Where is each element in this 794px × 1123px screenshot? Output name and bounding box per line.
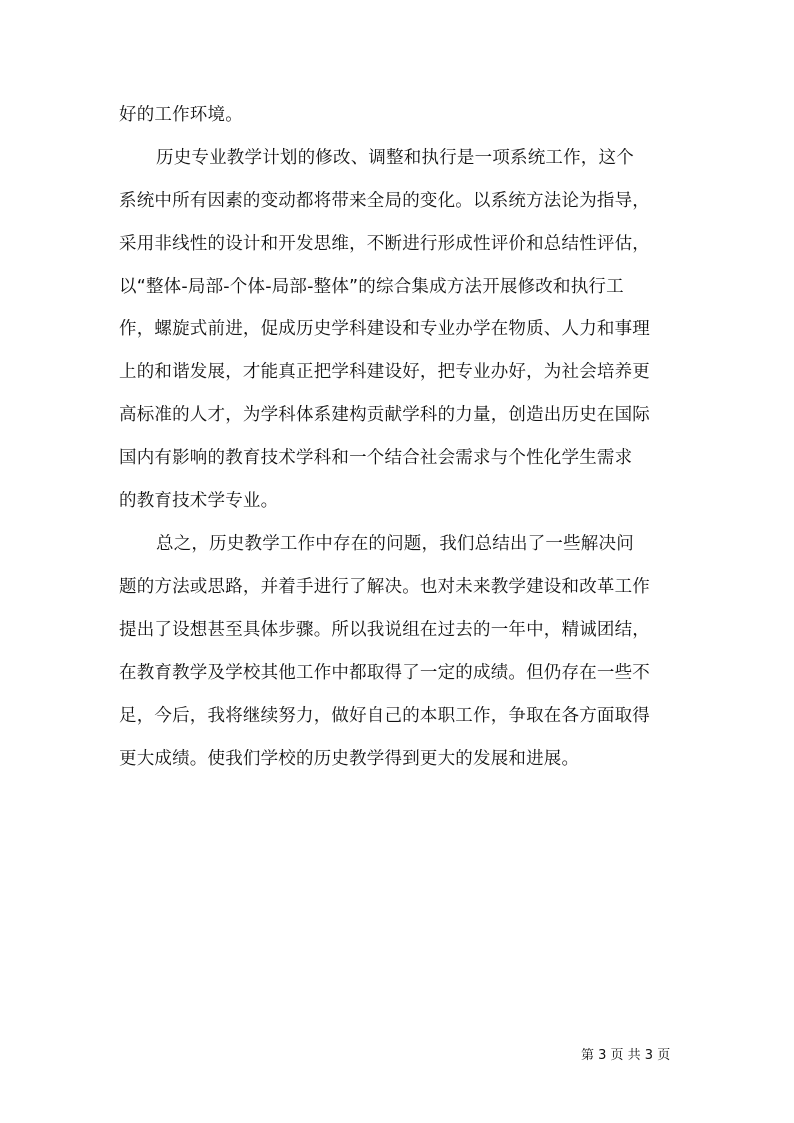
paragraph-2-line-4: 以“整体-局部-个体-局部-整体”的综合集成方法开展修改和执行工 [119,277,624,297]
paragraph-3-line-4: 在教育教学及学校其他工作中都取得了一定的成绩。但仍存在一些不 [119,663,650,683]
paragraph-2-line-6: 上的和谐发展，才能真正把学科建设好，把专业办好，为社会培养更 [119,362,650,382]
paragraph-3-line-5: 足，今后，我将继续努力，做好自己的本职工作，争取在各方面取得 [119,706,650,726]
paragraph-2-line-8: 国内有影响的教育技术学科和一个结合社会需求与个性化学生需求 [119,448,633,468]
paragraph-2-line-7: 高标准的人才，为学科体系建构贡献学科的力量，创造出历史在国际 [119,405,650,425]
paragraph-3-line-2: 题的方法或思路，并着手进行了解决。也对未来教学建设和改革工作 [119,577,650,597]
paragraph-3-line-6: 更大成绩。使我们学校的历史教学得到更大的发展和进展。 [119,749,580,769]
paragraph-3-line-1: 总之，历史教学工作中存在的问题，我们总结出了一些解决问 [156,534,634,554]
page-number-footer: 第 3 页 共 3 页 [581,1048,671,1063]
paragraph-2-line-9: 的教育技术学专业。 [119,491,279,511]
paragraph-2-line-1: 历史专业教学计划的修改、调整和执行是一项系统工作，这个 [156,148,634,168]
paragraph-3-line-3: 提出了设想甚至具体步骤。所以我说组在过去的一年中，精诚团结， [119,620,650,640]
paragraph-2-line-2: 系统中所有因素的变动都将带来全局的变化。以系统方法论为指导， [119,191,650,211]
paragraph-2-line-5: 作，螺旋式前进，促成历史学科建设和专业办学在物质、人力和事理 [119,319,650,339]
paragraph-2-line-3: 采用非线性的设计和开发思维，不断进行形成性评价和总结性评估， [119,234,650,254]
paragraph-1-line-1: 好的工作环境。 [119,105,243,125]
